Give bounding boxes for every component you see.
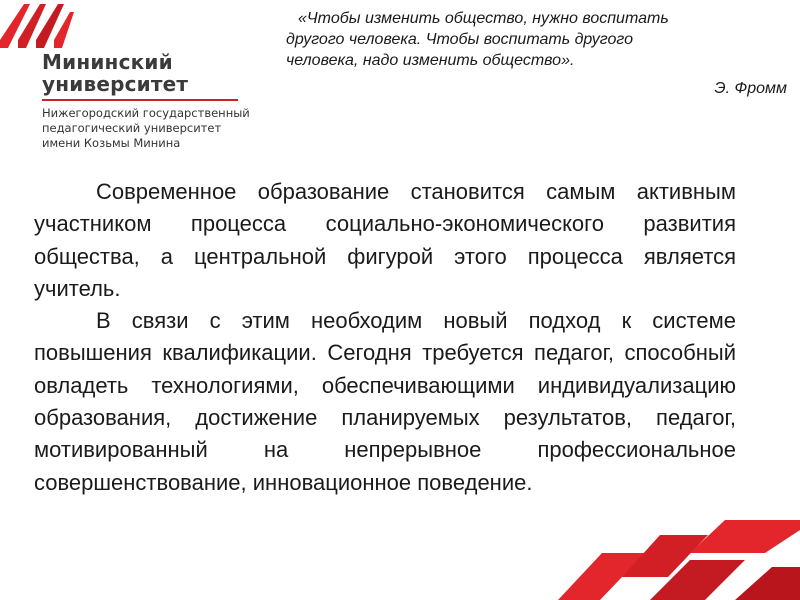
quote-author: Э. Фромм bbox=[714, 80, 787, 97]
university-full-name-line2: педагогический университет bbox=[42, 121, 222, 135]
university-name-line2: университет bbox=[42, 72, 189, 96]
body-paragraph-2: В связи с этим необходим новый подход к системе повышения квалификации. Сегодня требуется педагог, способный овладеть технологиями, обеспечивающими индивидуализацию образования, достижение планируемых результатов, педагог, мотивированный на непрерывное профессиональное совершенствование, инновационное поведение. bbox=[34, 308, 736, 495]
university-name-line1: Мининский bbox=[42, 50, 173, 74]
university-logo bbox=[0, 0, 250, 160]
university-full-name bbox=[42, 106, 250, 151]
university-full-name-line3: имени Козьмы Минина bbox=[42, 136, 181, 150]
slide-body bbox=[34, 176, 736, 499]
quote-text bbox=[286, 8, 791, 71]
university-full-name-line1: Нижегородский государственный bbox=[42, 106, 250, 120]
epigraph-quote bbox=[286, 8, 791, 99]
quote-line3: человека, надо изменить общество». bbox=[286, 52, 575, 69]
red-ribbon-stripes-icon bbox=[540, 515, 800, 600]
quote-line2: другого человека. Чтобы воспитать другого bbox=[286, 31, 633, 48]
logo-divider bbox=[42, 99, 238, 101]
body-paragraph-1: Современное образование становится самым активным участником процесса социально-экономического развития общества, а центральной фигурой этого процесса является учитель. bbox=[34, 179, 736, 301]
red-ribbon-logo-icon bbox=[0, 0, 75, 50]
university-name bbox=[42, 51, 188, 95]
quote-line1: «Чтобы изменить общество, нужно воспитать bbox=[298, 10, 669, 27]
